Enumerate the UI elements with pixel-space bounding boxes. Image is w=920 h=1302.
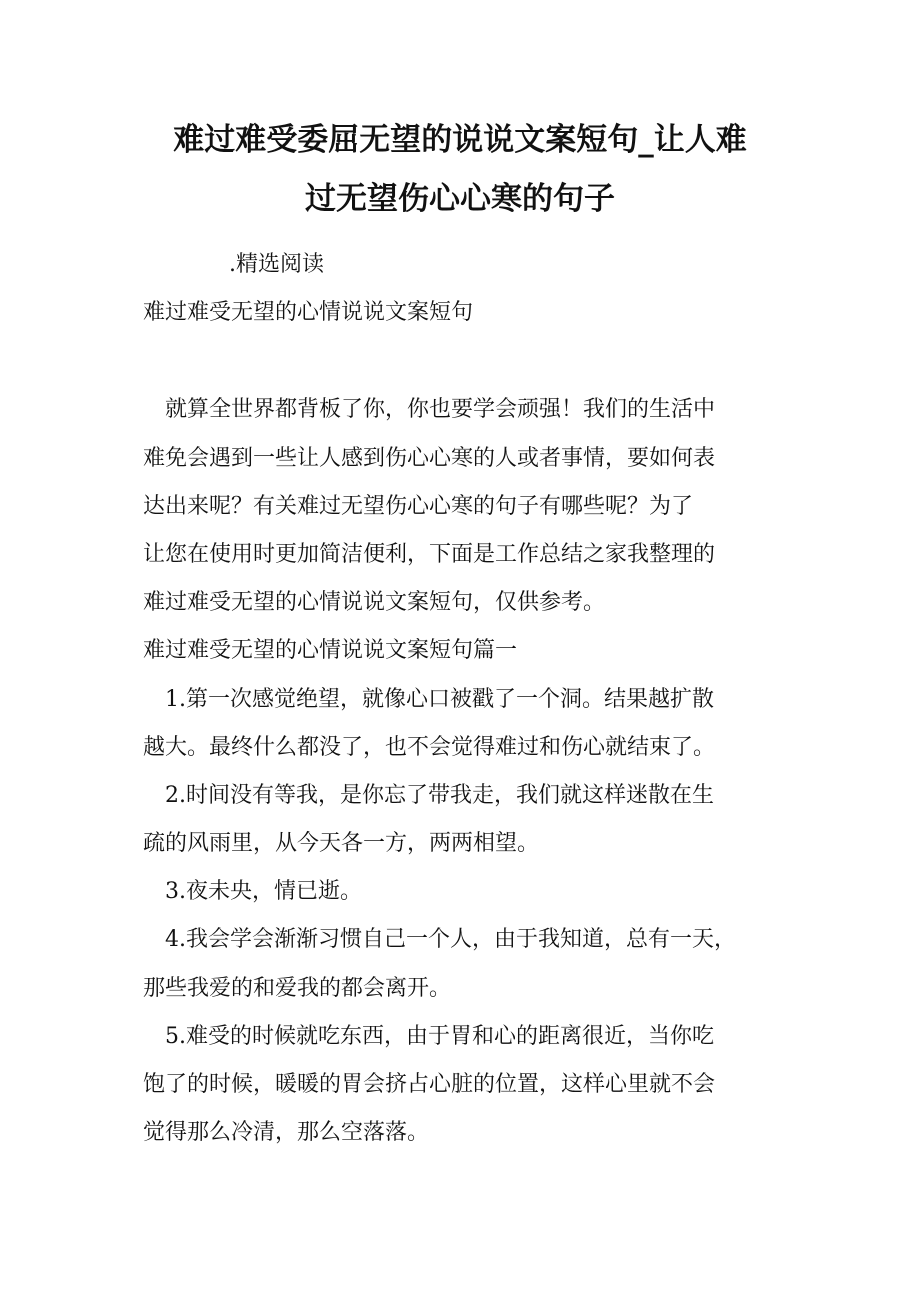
section-heading: 难过难受无望的心情说说文案短句篇一 xyxy=(143,638,518,663)
intro-line: 难免会遇到一些让人感到伤心心寒的人或者事情，要如何表 xyxy=(143,446,716,471)
quote-line: 2.时间没有等我，是你忘了带我走，我们就这样迷散在生 xyxy=(165,783,714,808)
intro-line: 就算全世界都背板了你，你也要学会顽强！我们的生活中 xyxy=(165,397,716,422)
quote-line: 觉得那么冷清，那么空落落。 xyxy=(143,1120,430,1145)
document-title-line-2: 过无望伤心心寒的句子 xyxy=(305,181,615,217)
subtitle: 难过难受无望的心情说说文案短句 xyxy=(143,300,474,325)
quote-line: 那些我爱的和爱我的都会离开。 xyxy=(143,976,452,1001)
intro-line: 达出来呢？有关难过无望伤心心寒的句子有哪些呢？为了 xyxy=(143,494,694,519)
category-tag: .精选阅读 xyxy=(229,252,324,277)
intro-line: 难过难受无望的心情说说文案短句，仅供参考。 xyxy=(143,590,606,615)
intro-line: 让您在使用时更加简洁便利，下面是工作总结之家我整理的 xyxy=(143,542,716,567)
quote-line: 4.我会学会渐渐习惯自己一个人，由于我知道，总有一天， xyxy=(165,927,736,952)
quote-line: 越大。最终什么都没了，也不会觉得难过和伤心就结束了。 xyxy=(143,735,716,760)
quote-line: 3.夜未央，情已逝。 xyxy=(165,879,362,904)
quote-line: 5.难受的时候就吃东西，由于胃和心的距离很近，当你吃 xyxy=(165,1024,714,1049)
document-title-line-1: 难过难受委屈无望的说说文案短句_让人难 xyxy=(173,122,747,158)
quote-line: 疏的风雨里，从今天各一方，两两相望。 xyxy=(143,831,540,856)
quote-line: 饱了的时候，暖暖的胃会挤占心脏的位置，这样心里就不会 xyxy=(143,1072,716,1097)
quote-line: 1.第一次感觉绝望，就像心口被戳了一个洞。结果越扩散 xyxy=(165,687,714,712)
